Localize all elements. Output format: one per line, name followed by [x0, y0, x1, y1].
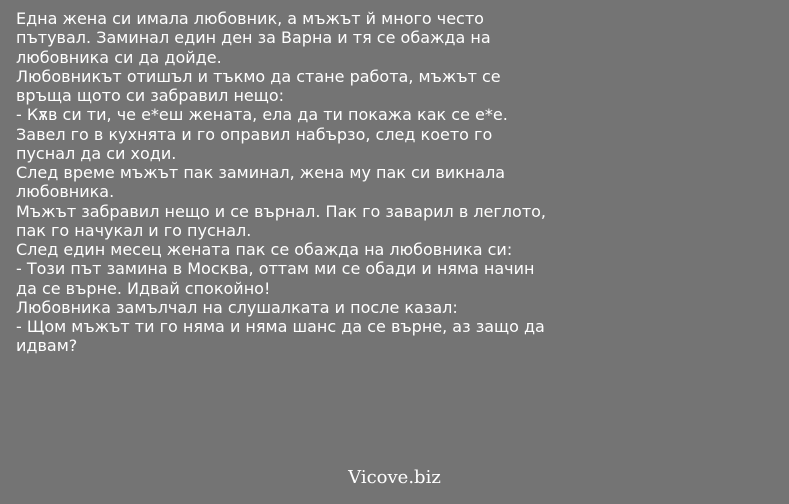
joke-line: любовника си да дойде.: [16, 47, 222, 67]
joke-line: - Този път замина в Москва, оттам ми се обади и няма начин: [16, 259, 535, 279]
joke-line: Завел го в кухнята и го оправил набързо, след което го: [16, 124, 493, 144]
joke-line: Любовника замълчал на слушалката и после казал:: [16, 297, 458, 317]
joke-line: връща щото си забравил нещо:: [16, 86, 285, 105]
joke-line: Мъжът забравил нещо и се върнал. Пак го заварил в леглото,: [16, 201, 547, 221]
site-watermark: Vicove.biz: [348, 467, 441, 488]
joke-line: идвам?: [16, 336, 78, 356]
joke-line: пуснал да си ходи.: [16, 143, 177, 163]
joke-line: - Щом мъжът ти го няма и няма шанс да се върне, аз защо да: [16, 317, 545, 336]
joke-line: пак го начукал и го пуснал.: [16, 220, 252, 240]
joke-text: [16, 9, 581, 356]
joke-line: - Кѫв си ти, че е*еш жената, ела да ти покажа как се е*е.: [16, 105, 508, 125]
joke-line: любовника.: [16, 182, 115, 202]
joke-line: След един месец жената пак се обажда на любовника си:: [16, 240, 513, 259]
joke-line: Любовникът отишъл и тъкмо да стане работа, мъжът се: [16, 66, 501, 86]
joke-line: След време мъжът пак заминал, жена му пак си викнала: [16, 163, 506, 182]
joke-line: да се върне. Идвай спокойно!: [16, 278, 271, 298]
joke-line: Една жена си имала любовник, а мъжът й много често: [16, 9, 484, 28]
joke-line: пътувал. Заминал един ден за Варна и тя се обажда на: [16, 28, 491, 48]
